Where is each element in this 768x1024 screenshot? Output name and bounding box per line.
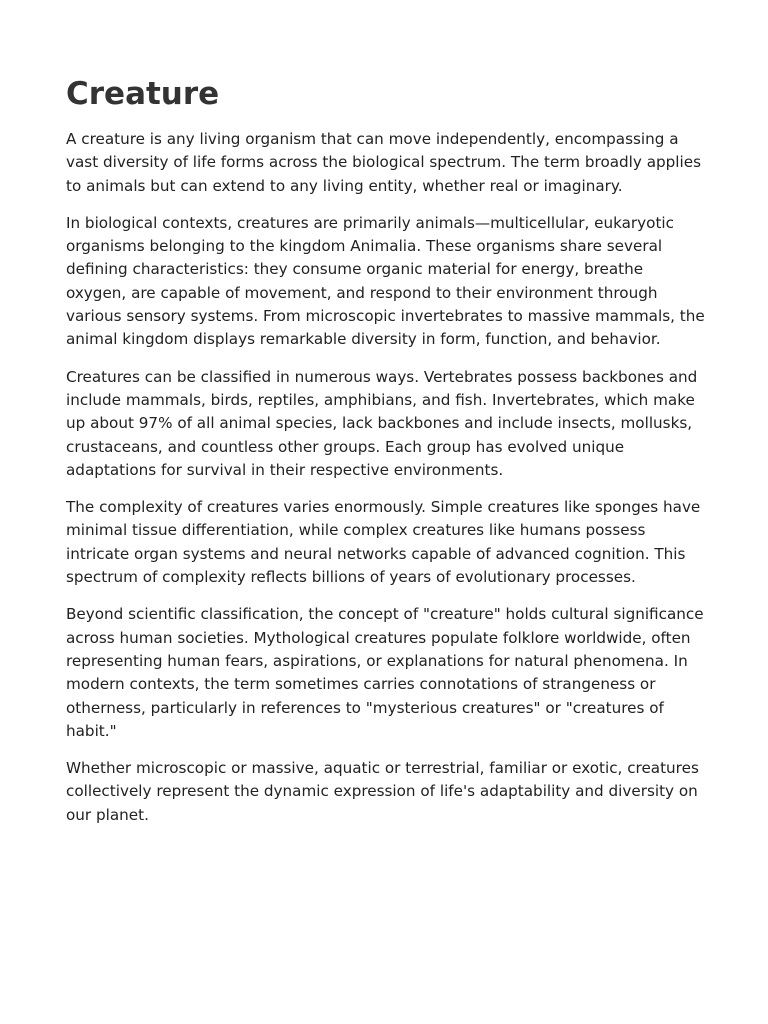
paragraph-biology: In biological contexts, creatures are primarily animals—multicellular, eukaryotic organisms belonging to the kingdom Animalia. These organisms share several defining characteristics: they consume organic material for energy, breathe oxygen, are capable of movement, and respond to their environment through various sensory systems. From microscopic invertebrates to massive mammals, the animal kingdom displays remarkable diversity in form, function, and behavior. — [66, 213, 705, 349]
paragraph-intro: A creature is any living organism that can move independently, encompassing a vast diversity of life forms across the biological spectrum. The term broadly applies to animals but can extend to any living entity, whether real or imaginary. — [66, 130, 701, 195]
paragraph-complexity: The complexity of creatures varies enormously. Simple creatures like sponges have minimal tissue differentiation, while complex creatures like humans possess intricate organ systems and neural networks capable of advanced cognition. This spectrum of complexity reflects billions of years of evolutionary processes. — [66, 498, 701, 587]
article — [66, 74, 706, 841]
paragraph-classification: Creatures can be classified in numerous ways. Vertebrates possess backbones and include mammals, birds, reptiles, amphibians, and fish. Invertebrates, which make up about 97% of all animal species, lack backbones and include insects, mollusks, crustaceans, and countless other groups. Each group has evolved unique adaptations for survival in their respective environments. — [66, 367, 698, 479]
paragraph-culture: Beyond scientific classification, the concept of "creature" holds cultural significance across human societies. Mythological creatures populate folklore worldwide, often representing human fears, aspirations, or explanations for natural phenomena. In modern contexts, the term sometimes carries connotations of strangeness or otherness, particularly in references to "mysterious creatures" or "creatures of habit." — [66, 605, 704, 740]
page-title: Creature — [66, 76, 220, 112]
paragraph-conclusion: Whether microscopic or massive, aquatic or terrestrial, familiar or exotic, creatures collectively represent the dynamic expression of life's adaptability and diversity on our planet. — [66, 759, 699, 824]
